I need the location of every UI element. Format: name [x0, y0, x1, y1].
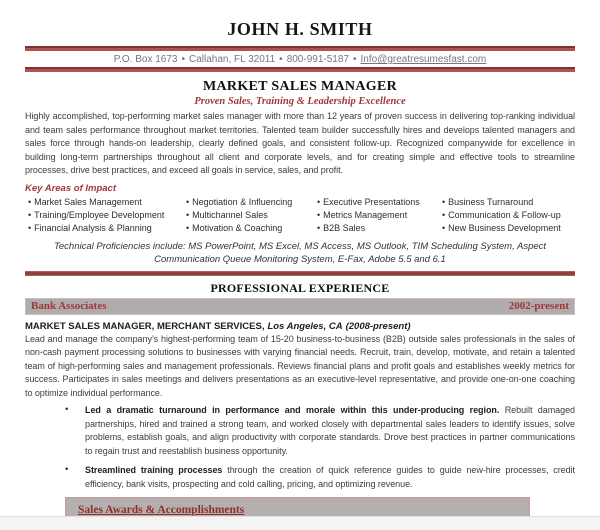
key-area-label: Metrics Management	[323, 209, 408, 220]
role-dates: (2008-present)	[345, 320, 411, 332]
key-areas-grid	[25, 196, 575, 235]
key-area-item	[186, 222, 317, 235]
bullet-icon: •	[317, 209, 321, 220]
key-area-item	[28, 196, 186, 209]
awards-box	[65, 497, 530, 517]
contact-separator: •	[279, 54, 283, 65]
key-area-label: Executive Presentations	[323, 196, 420, 207]
bullet-icon: •	[186, 196, 190, 207]
bullet-icon: •	[28, 222, 32, 233]
resume-subtitle: Proven Sales, Training & Leadership Excellence	[194, 96, 406, 107]
key-area-item	[28, 209, 186, 222]
key-area-item	[317, 209, 442, 222]
company-dates: 2002-present	[508, 299, 569, 312]
key-area-item	[317, 222, 442, 235]
key-area-item	[442, 209, 575, 222]
bullet-icon: •	[186, 209, 190, 220]
key-areas-heading: Key Areas of Impact	[25, 182, 116, 194]
role-title: MARKET SALES MANAGER, MERCHANT SERVICES,	[25, 320, 265, 332]
key-area-label: Negotiation & Influencing	[192, 196, 293, 207]
company-name: Bank Associates	[31, 299, 107, 312]
key-area-label: Communication & Follow-up	[448, 209, 561, 220]
contact-line	[25, 54, 575, 65]
bullet-body: through the creation of quick reference guides to guide new-hire processes, credit efficiency, bank visits, prospecting and cold calling, pricing, and optimizing revenue.	[85, 465, 575, 489]
header-rule-top	[25, 46, 575, 51]
role-title-line	[25, 321, 575, 332]
key-area-label: Motivation & Coaching	[192, 222, 283, 233]
key-area-item	[28, 222, 186, 235]
bullet-icon: •	[65, 464, 69, 475]
bullet-icon: •	[65, 404, 69, 415]
experience-bullet-list	[25, 404, 575, 491]
bullet-lead: Streamlined training processes	[85, 465, 223, 475]
key-areas-column	[317, 196, 442, 235]
bullet-icon: •	[317, 222, 321, 233]
bullet-icon: •	[442, 222, 446, 233]
key-area-label: Business Turnaround	[448, 196, 534, 207]
key-area-label: B2B Sales	[323, 222, 366, 233]
key-area-item	[317, 196, 442, 209]
section-divider-rule	[25, 271, 575, 276]
bullet-icon: •	[28, 196, 32, 207]
awards-heading: Sales Awards & Accomplishments	[78, 504, 245, 516]
candidate-name: JOHN H. SMITH	[227, 19, 373, 39]
experience-section-title: PROFESSIONAL EXPERIENCE	[210, 280, 390, 295]
resume-title: MARKET SALES MANAGER	[203, 79, 397, 94]
key-area-item	[186, 196, 317, 209]
key-area-label: Multichannel Sales	[192, 209, 268, 220]
bullet-icon: •	[317, 196, 321, 207]
company-bar	[25, 298, 575, 315]
experience-bullet-text	[85, 404, 575, 458]
contact-city: Callahan, FL 32011	[189, 54, 276, 65]
contact-phone: 800-991-5187	[286, 54, 349, 65]
key-areas-column	[442, 196, 575, 235]
summary-paragraph: Highly accomplished, top-performing market sales manager with more than 12 years of proven success in delivering top-ranking individual and team sales performance throughout market territories. Talented team builder successfully hires and develops talented managers and sales force through hands-on leadership, clearly defined goals, and consistent follow-up. Recognized companywide for excellence in building long-term partnerships throughout all client and corporate levels, and for creating simple and effective tools to streamline processes, drive best practices, and exceed all goals in service, sales, and profit.	[25, 111, 575, 175]
key-area-label: Financial Analysis & Planning	[34, 222, 152, 233]
technical-proficiencies: Technical Proficiencies include: MS PowerPoint, MS Excel, MS Access, MS Outlook, TIM Scheduling System, Aspect Communication Queue Monitoring System, E-Fax, Adobe 5.5 and 6.1	[53, 240, 547, 265]
key-areas-column	[28, 196, 186, 235]
bullet-lead: Led a dramatic turnaround in performance and morale within this under-producing region.	[85, 405, 500, 415]
contact-separator: •	[352, 54, 357, 65]
bullet-body: Rebuilt damaged partnerships, hired and trained a strong team, and worked closely with departmental sales leaders to identify issues, solve problems, establish goals, and align productivity with corporate standards. Drove best practices in partner communications to regain trust and reestablish business opportunity.	[85, 405, 575, 456]
experience-bullet	[25, 464, 575, 491]
bullet-icon: •	[186, 222, 190, 233]
bullet-icon: •	[28, 209, 32, 220]
key-area-label: Training/Employee Development	[34, 209, 165, 220]
key-area-item	[186, 209, 317, 222]
experience-bullet	[25, 404, 575, 458]
key-area-item	[442, 196, 575, 209]
role-description: Lead and manage the company’s highest-performing team of 15-20 business-to-business (B2B) outside sales professionals in the sales of non-cash payment processing solutions to businesses with varying financial needs. Recruit, train, develop, motivate, and retain a talented team of high-performing sales and management professionals. Reviews financial plans and profit goals and establishes weekly metrics for success. Participates in sales meetings and delivers presentations as an executive-level representative, and provide one-on-one coaching to optimize individual performance.	[25, 333, 575, 398]
email-link[interactable]: Info@greatresumesfast.com	[360, 54, 487, 65]
key-area-item	[442, 222, 575, 235]
contact-address: P.O. Box 1673	[113, 54, 178, 65]
role-location: Los Angeles, CA	[267, 320, 343, 332]
bullet-icon: •	[442, 209, 446, 220]
key-area-label: Market Sales Management	[34, 196, 142, 207]
key-area-label: New Business Development	[448, 222, 561, 233]
bullet-icon: •	[442, 196, 446, 207]
key-areas-column	[186, 196, 317, 235]
header-rule-bottom	[25, 67, 575, 72]
contact-separator: •	[181, 54, 185, 65]
experience-bullet-text	[85, 464, 575, 491]
